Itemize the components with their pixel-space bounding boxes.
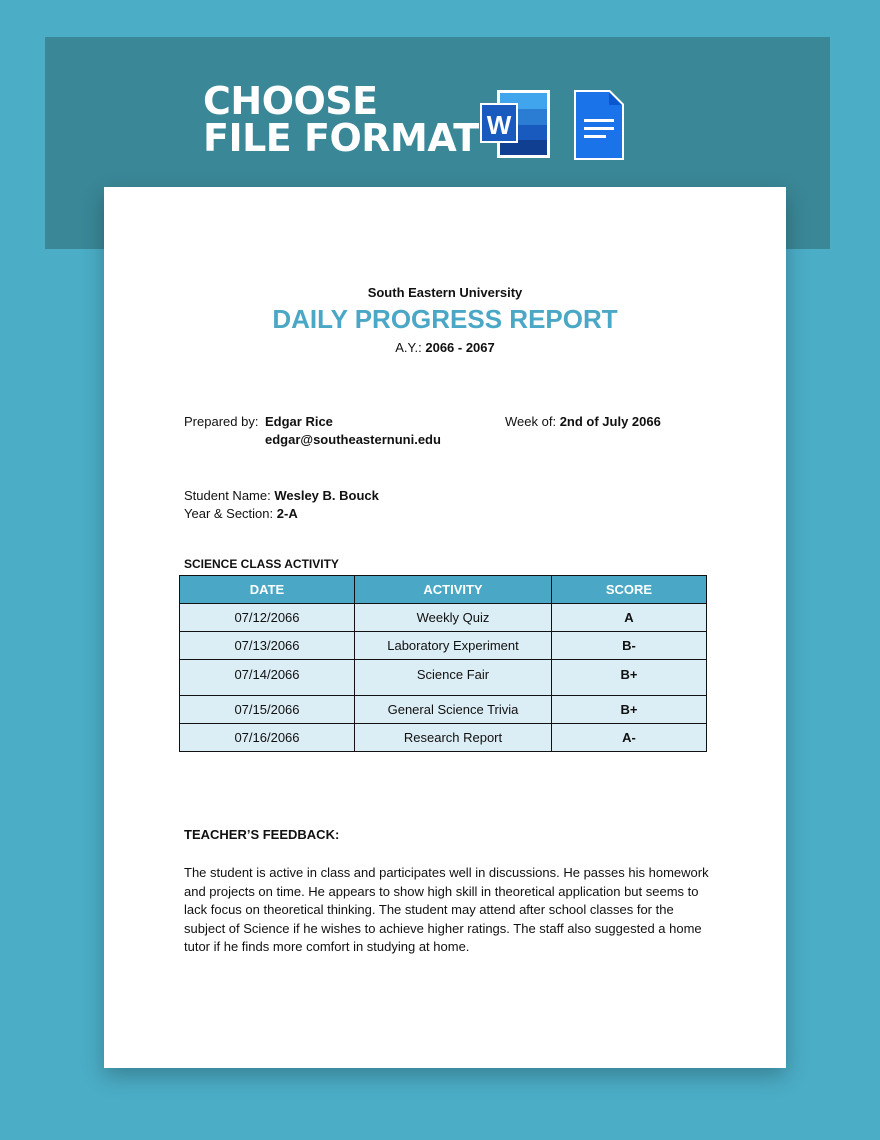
header-score: SCORE [552, 576, 707, 604]
prepared-name: Edgar Rice [265, 414, 333, 429]
prepared-email: edgar@southeasternuni.edu [265, 432, 441, 447]
cell-activity: Science Fair [355, 660, 552, 696]
week-value: 2nd of July 2066 [559, 414, 661, 429]
ay-label: A.Y.: [395, 340, 422, 355]
cell-date: 07/16/2066 [180, 724, 355, 752]
year-value: 2-A [276, 506, 298, 521]
report-title: DAILY PROGRESS REPORT [272, 304, 618, 334]
cell-score: B- [552, 632, 707, 660]
cell-date: 07/15/2066 [180, 696, 355, 724]
cell-date: 07/14/2066 [180, 660, 355, 696]
title-line-1: CHOOSE [203, 79, 378, 123]
word-icon[interactable] [480, 90, 550, 158]
title-line-2: FILE FORMAT [203, 116, 479, 160]
table-row [180, 632, 707, 660]
cell-activity: Research Report [355, 724, 552, 752]
ay-value: 2066 - 2067 [425, 340, 495, 355]
week-of [505, 414, 661, 429]
academic-year [104, 340, 786, 355]
banner-title [203, 79, 479, 160]
table-title: SCIENCE CLASS ACTIVITY [184, 557, 339, 571]
student-value: Wesley B. Bouck [274, 488, 379, 503]
svg-text:W: W [486, 110, 512, 140]
cell-activity: Laboratory Experiment [355, 632, 552, 660]
year-label: Year & Section: [184, 506, 274, 521]
document-page [104, 187, 786, 1068]
table-row [180, 604, 707, 632]
table-row [180, 660, 707, 696]
header-date: DATE [180, 576, 355, 604]
cell-score: B+ [552, 660, 707, 696]
cell-date: 07/12/2066 [180, 604, 355, 632]
feedback-title: TEACHER’S FEEDBACK: [184, 827, 340, 842]
cell-score: A [552, 604, 707, 632]
cell-score: B+ [552, 696, 707, 724]
prepared-label: Prepared by: [184, 414, 259, 429]
header-activity: ACTIVITY [355, 576, 552, 604]
activity-table [179, 575, 707, 752]
table-row [180, 724, 707, 752]
week-label: Week of: [505, 414, 557, 429]
cell-date: 07/13/2066 [180, 632, 355, 660]
cell-activity: Weekly Quiz [355, 604, 552, 632]
feedback-text: The student is active in class and participates well in discussions. He passes his homework and projects on time. He appears to show high skill in theoretical application but seems to lack focus on theoretical thinking. The student may attend after school classes for the subject of Science if he wishes to achieve higher ratings. The staff also suggested a home tutor if he finds more comfort in studying at home. [184, 865, 709, 955]
cell-activity: General Science Trivia [355, 696, 552, 724]
university-name: South Eastern University [367, 285, 523, 300]
google-docs-icon[interactable] [574, 90, 624, 160]
student-label: Student Name: [184, 488, 271, 503]
student-name [184, 488, 379, 503]
year-section [184, 506, 298, 521]
cell-score: A- [552, 724, 707, 752]
table-row [180, 696, 707, 724]
